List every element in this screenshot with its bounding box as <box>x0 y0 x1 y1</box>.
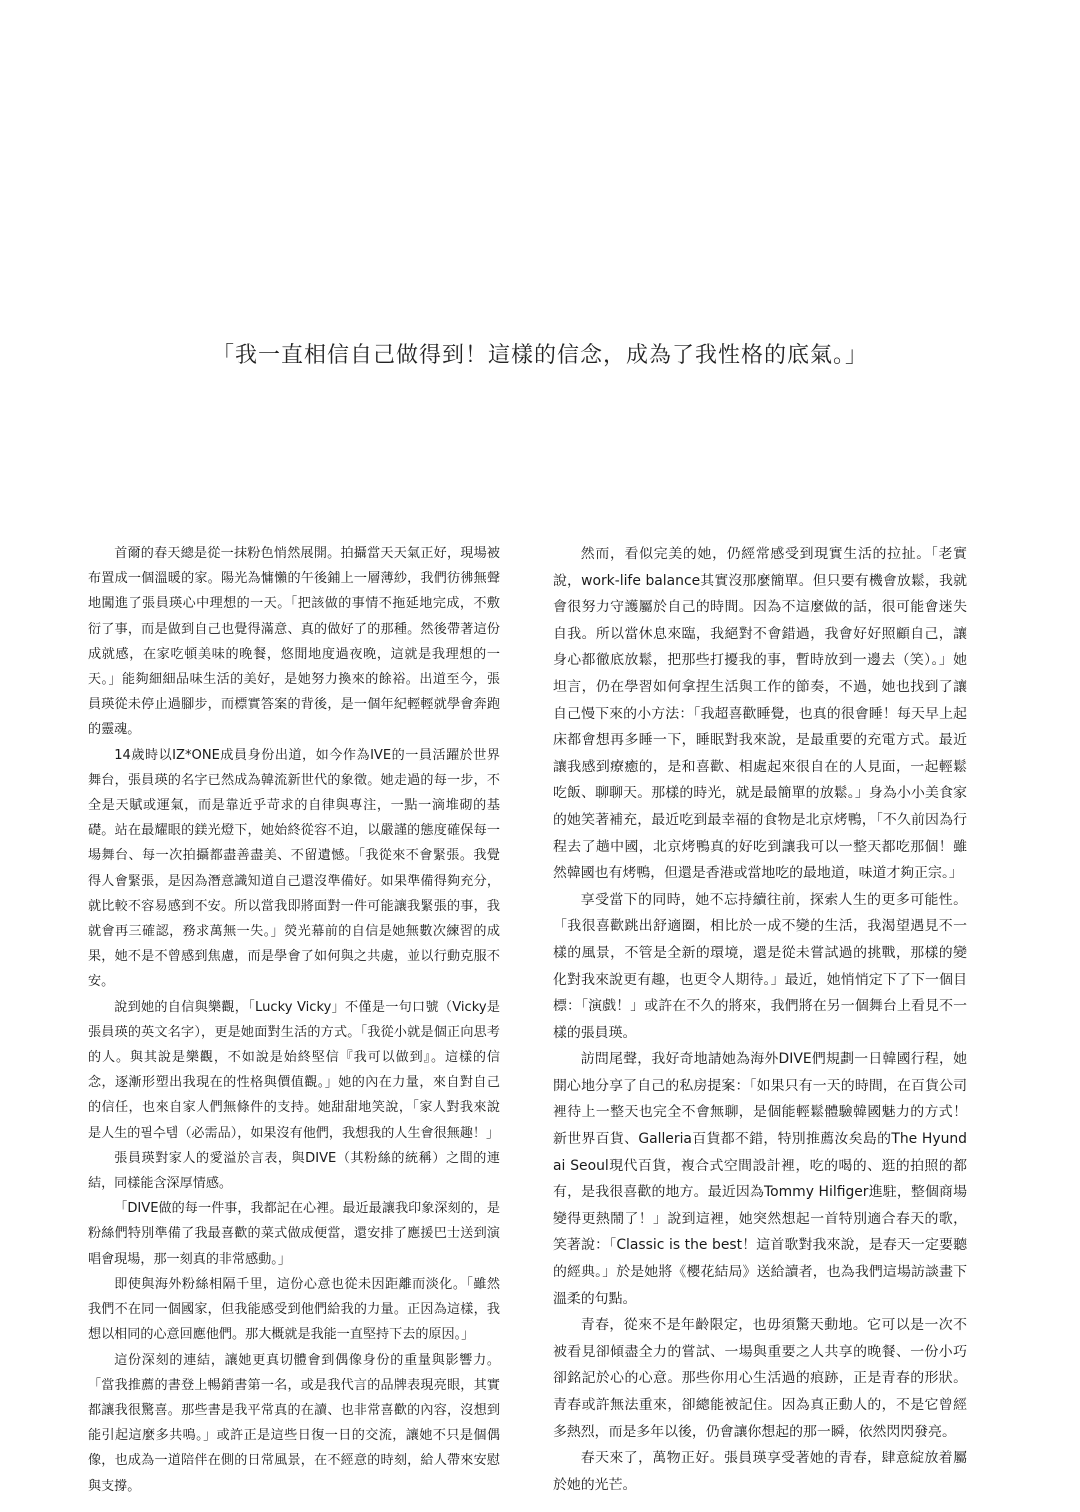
paragraph: 首爾的春天總是從一抹粉色悄然展開。拍攝當天天氣正好，現場被布置成一個溫暖的家。陽光為慵懶的午後鋪上一層薄紗，我們彷彿無聲地闖進了張員瑛心中理想的一天。「把該做的事情不拖延地完成，不敷衍了事，而是做到自己也覺得滿意、真的做好了的那種。然後帶著這份成就感，在家吃頓美味的晚餐，悠閒地度過夜晚，這就是我理想的一天。」能夠細細品味生活的美好，是她努力換來的餘裕。出道至今，張員瑛從未停止過腳步，而標實答案的背後，是一個年紀輕輕就學會奔跑的靈魂。 <box>88 546 500 738</box>
paragraph: 14歲時以IZ*ONE成員身份出道，如今作為IVE的一員活躍於世界舞台，張員瑛的名字已然成為韓流新世代的象徵。她走過的每一步，不全是天賦或運氣，而是靠近乎苛求的自律與專注，一點一滴堆砌的基礎。站在最耀眼的鎂光燈下，她始終從容不迫，以嚴謹的態度確保每一場舞台、每一次拍攝都盡善盡美、不留遺憾。「我從來不會緊張。我覺得人會緊張，是因為潛意識知道自己還沒準備好。如果準備得夠充分，就比較不容易感到不安。所以當我即將面對一件可能讓我緊張的事，我就會再三確認，務求萬無一失。」熒光幕前的自信是她無數次練習的成果，她不是不曾感到焦慮，而是學會了如何與之共處，並以行動克服不安。 <box>88 747 500 990</box>
paragraph: 然而，看似完美的她，仍經常感受到現實生活的拉扯。「老實說，work-life balance其實沒那麼簡單。但只要有機會放鬆，我就會很努力守護屬於自己的時間。因為不這麼做的話，很可能會迷失自我。所以當休息來臨，我絕對不會錯過，我會好好照顧自己，讓身心都徹底放鬆，把那些打擾我的事，暫時放到一邊去（笑）。」她坦言，仍在學習如何拿捏生活與工作的節奏，不過，她也找到了讓自己慢下來的小方法：「我超喜歡睡覺，也真的很會睡！每天早上起床都會想再多睡一下，睡眠對我來說，是最重要的充電方式。最近讓我感到療癒的，是和喜歡、相處起來很自在的人見面，一起輕鬆吃飯、聊聊天。那樣的時光，就是最簡單的放鬆。」身為小小美食家的她笑著補充，最近吃到最幸福的食物是北京烤鴨，「不久前因為行程去了趟中國，北京烤鴨真的好吃到讓我可以一整天都吃那個！雖然韓國也有烤鴨，但還是香港或當地吃的最地道，味道才夠正宗。」 <box>553 546 967 882</box>
paragraph: 春天來了，萬物正好。張員瑛享受著她的青春，肆意綻放着屬於她的光芒。 <box>553 1450 967 1493</box>
article-column-left <box>88 541 500 1499</box>
paragraph: 訪問尾聲，我好奇地請她為海外DIVE們規劃一日韓國行程，她開心地分享了自己的私房提案：「如果只有一天的時間，在百貨公司裡待上一整天也完全不會無聊，是個能輕鬆體驗韓國魅力的方式！新世界百貨、Galleria百貨都不錯，特別推薦汝矣島的The Hyundai Seoul現代百貨，複合式空間設計裡，吃的喝的、逛的拍照的都有，是我很喜歡的地方。最近因為Tommy Hilfiger進駐，整個商場變得更熱鬧了！」說到這裡，她突然想起一首特別適合春天的歌，笑著說：「Classic is the best！這首歌對我來說，是春天一定要聽的經典。」於是她將《櫻花結局》送給讀者，也為我們這場訪談畫下溫柔的句點。 <box>553 1051 967 1307</box>
pull-quote: 「我一直相信自己做得到！這樣的信念，成為了我性格的底氣。」 <box>211 343 868 368</box>
paragraph: 青春，從來不是年齡限定，也毋須驚天動地。它可以是一次不被看見卻傾盡全力的嘗試、一場與重要之人共享的晚餐、一份小巧卻銘記於心的心意。那些你用心生活過的痕跡，正是青春的形狀。青春或許無法重來，卻總能被記住。因為真正動人的，不是它曾經多熱烈，而是多年以後，仍會讓你想起的那一瞬，依然閃閃發亮。 <box>553 1317 967 1440</box>
paragraph: 即使與海外粉絲相隔千里，這份心意也從未因距離而淡化。「雖然我們不在同一個國家，但我能感受到他們給我的力量。正因為這樣，我想以相同的心意回應他們。那大概就是我能一直堅持下去的原因。」 <box>88 1276 500 1343</box>
paragraph: 享受當下的同時，她不忘持續往前，探索人生的更多可能性。「我很喜歡跳出舒適圈，相比於一成不變的生活，我渴望遇見不一樣的風景，不管是全新的環境，還是從未嘗試過的挑戰，那樣的變化對我來說更有趣，也更令人期待。」最近，她悄悄定下了下一個目標：「演戲！」或許在不久的將來，我們將在另一個舞台上看見不一樣的張員瑛。 <box>553 891 967 1041</box>
paragraph: 「DIVE做的每一件事，我都記在心裡。最近最讓我印象深刻的，是粉絲們特別準備了我最喜歡的菜式做成便當，還安排了應援巴士送到演唱會現場，那一刻真的非常感動。」 <box>88 1201 500 1267</box>
paragraph: 說到她的自信與樂觀，「Lucky Vicky」不僅是一句口號（Vicky是張員瑛的英文名字），更是她面對生活的方式。「我從小就是個正向思考的人。與其說是樂觀，不如說是始終堅信『我可以做到』。這樣的信念，逐漸形塑出我現在的性格與價值觀。」她的內在力量，來自對自己的信任，也來自家人們無條件的支持。她甜甜地笑說，「家人對我來說是人生的필수템（必需品），如果沒有他們，我想我的人生會很無趣！」 <box>88 999 500 1141</box>
article-column-right <box>553 541 967 1498</box>
paragraph: 這份深刻的連結，讓她更真切體會到偶像身份的重量與影響力。「當我推薦的書登上暢銷書第一名，或是我代言的品牌表現亮眼，其實都讓我很驚喜。那些書是我平常真的在讀、也非常喜歡的內容，沒想到能引起這麼多共鳴。」或許正是這些日復一日的交流，讓她不只是個偶像，也成為一道陪伴在側的日常風景，在不經意的時刻，給人帶來安慰與支撐。 <box>88 1352 500 1494</box>
paragraph: 張員瑛對家人的愛溢於言表，與DIVE（其粉絲的統稱）之間的連結，同樣能含深厚情感。 <box>88 1150 500 1192</box>
